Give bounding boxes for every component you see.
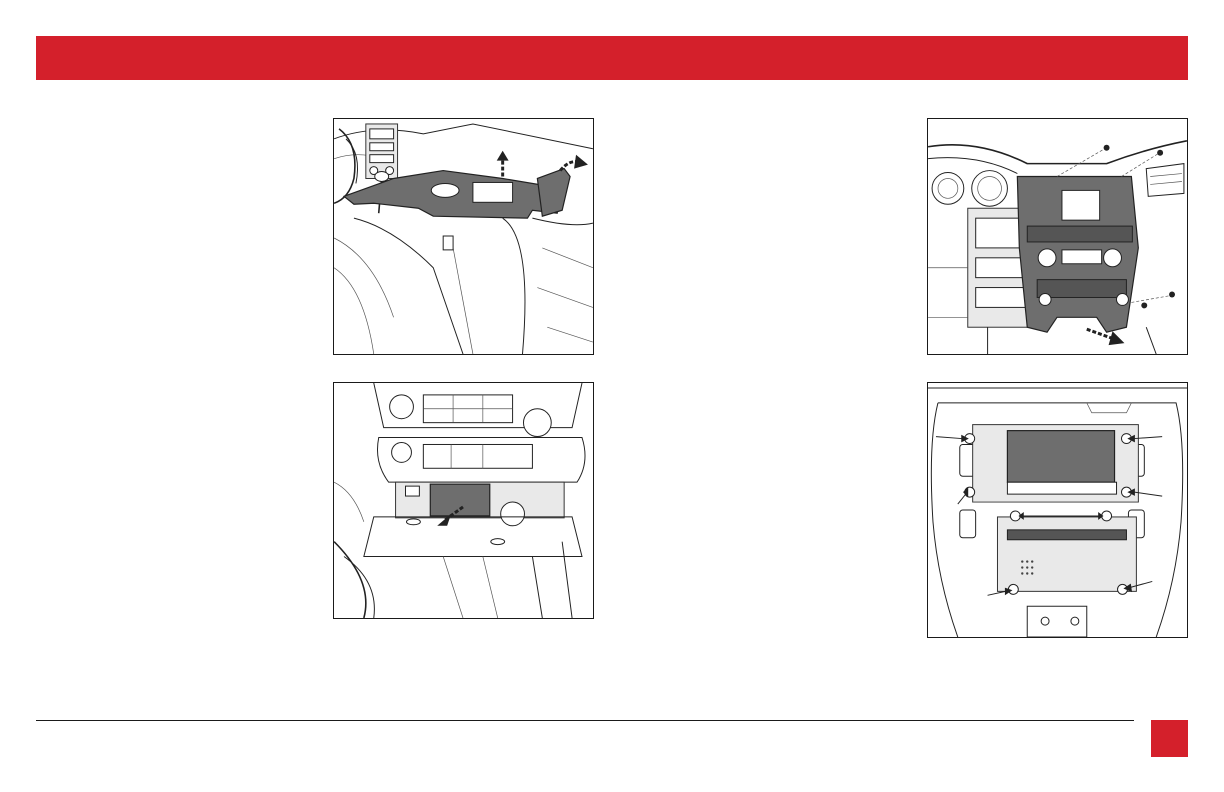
page-badge (1151, 720, 1188, 757)
figure-console-trim-removal (333, 118, 594, 355)
radio-bracket-illustration (928, 383, 1187, 637)
header-bar (36, 36, 1188, 80)
figure-pocket-removal (333, 382, 594, 619)
dash-panel-illustration (928, 119, 1187, 354)
up-arrow (497, 151, 509, 177)
pocket-illustration (334, 383, 593, 618)
footer-rule (36, 720, 1134, 721)
figure-radio-brackets (927, 382, 1188, 638)
figure-dash-panel-removal (927, 118, 1188, 355)
console-trim-illustration (334, 119, 593, 354)
